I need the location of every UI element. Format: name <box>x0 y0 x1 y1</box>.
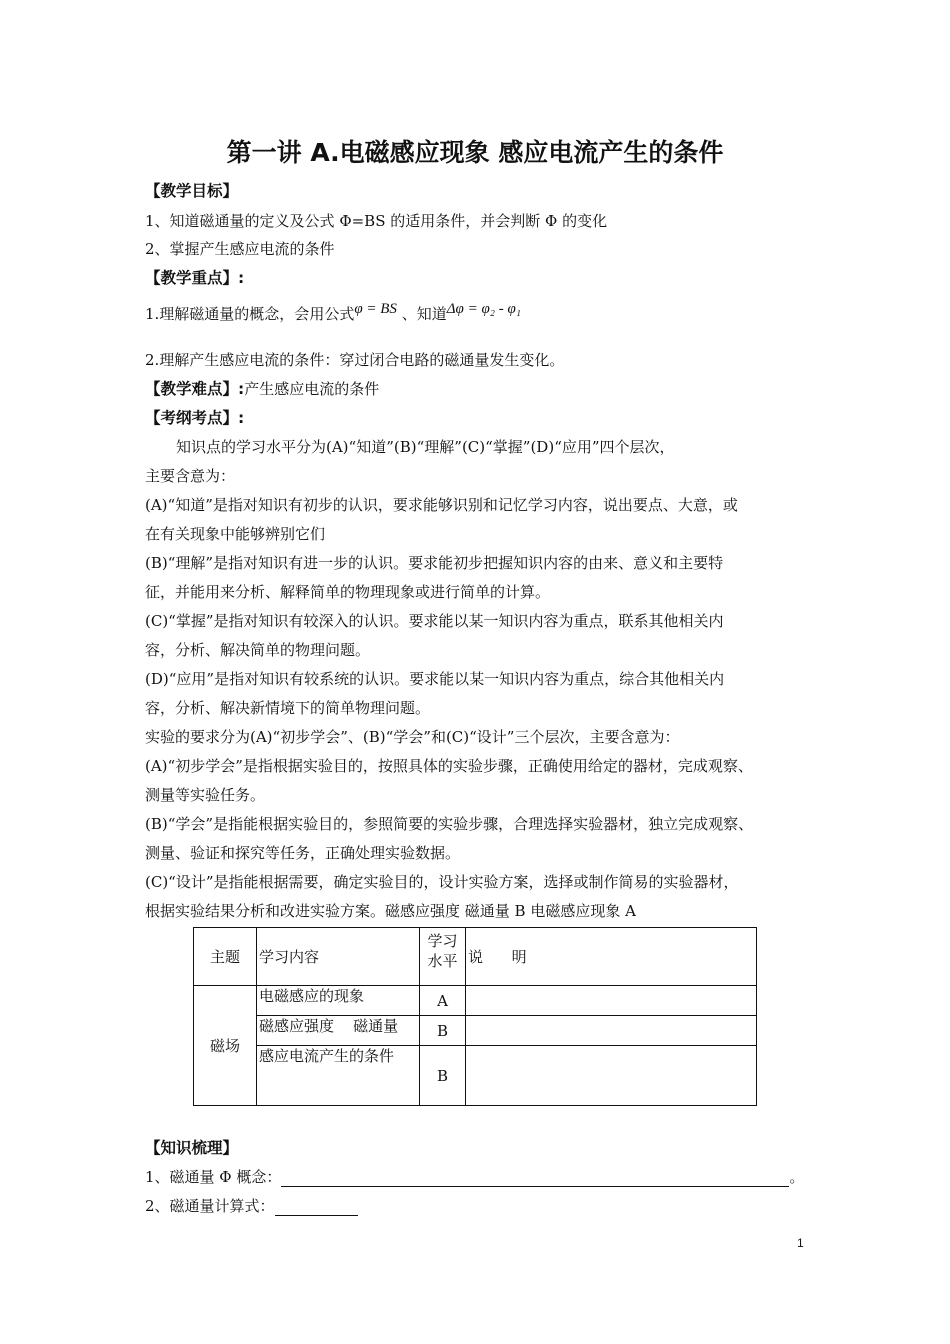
exam-intro-1: 知识点的学习水平分为(A)“知道”(B)“理解”(C)“掌握”(D)“应用”四个层次， <box>176 438 675 456</box>
note-cell <box>466 1016 757 1046</box>
answer-blank-1[interactable] <box>281 1168 789 1187</box>
key-points-item-2: 2.理解产生感应电流的条件：穿过闭合电路的磁通量发生变化。 <box>145 351 565 369</box>
formula-flux: φ = BS <box>354 301 397 317</box>
page-title: 第一讲 A.电磁感应现象 感应电流产生的条件 <box>226 138 724 167</box>
level-cell: B <box>420 1016 466 1046</box>
content-cell: 磁感应强度 磁通量 <box>257 1016 420 1046</box>
difficulty-heading: 【教学难点】: <box>145 380 245 398</box>
table-row <box>194 986 757 1016</box>
content-cell: 感应电流产生的条件 <box>257 1046 420 1106</box>
table-header-row <box>194 928 757 986</box>
level-cell: A <box>420 986 466 1016</box>
knowledge-heading: 【知识梳理】 <box>145 1139 239 1157</box>
key-points-item-1 <box>145 301 521 325</box>
key-points-item-1-mid: 、知道 <box>401 305 447 323</box>
content-cell: 电磁感应的现象 <box>257 986 420 1016</box>
page-number: 1 <box>797 1236 804 1250</box>
exam-exp-a-2: 测量等实验任务。 <box>145 786 266 804</box>
answer-blank-2[interactable] <box>275 1197 358 1216</box>
goals-item-1: 1、知道磁通量的定义及公式 Φ=BS 的适用条件，并会判断 Φ 的变化 <box>145 212 608 230</box>
header-content: 学习内容 <box>257 928 420 986</box>
goals-heading: 【教学目标】 <box>145 182 239 200</box>
exam-heading: 【考纲考点】: <box>145 409 245 427</box>
difficulty-text: 产生感应电流的条件 <box>244 380 380 398</box>
note-cell <box>466 1046 757 1106</box>
table-row <box>194 1046 757 1106</box>
header-note: 说 明 <box>466 928 757 986</box>
exam-c-2: 容，分析、解决简单的物理问题。 <box>145 641 371 659</box>
table-row <box>194 1016 757 1046</box>
exam-a-2: 在有关现象中能够辨别它们 <box>145 525 326 543</box>
header-level: 学习水平 <box>420 928 466 986</box>
knowledge-item-1-label: 1、磁通量 Φ 概念： <box>145 1168 282 1186</box>
exam-exp-b-1: (B)“学会”是指能根据实验目的，参照简要的实验步骤，合理选择实验器材，独立完成观察、 <box>145 815 754 833</box>
knowledge-item-2-label: 2、磁通量计算式： <box>145 1197 275 1215</box>
exam-exp-a-1: (A)“初步学会”是指根据实验目的，按照具体的实验步骤，正确使用给定的器材，完成观察、 <box>145 757 753 775</box>
exam-b-1: (B)“理解”是指对知识有进一步的认识。要求能初步把握知识内容的由来、意义和主要特 <box>145 554 724 572</box>
exam-c-1: (C)“掌握”是指对知识有较深入的认识。要求能以某一知识内容为重点，联系其他相关内 <box>145 612 724 630</box>
standards-table <box>193 927 757 1106</box>
goals-item-2: 2、掌握产生感应电流的条件 <box>145 240 335 258</box>
exam-exp-c-2: 根据实验结果分析和改进实验方案。磁感应强度 磁通量 B 电磁感应现象 A <box>145 902 636 920</box>
exam-intro-2: 主要含意为： <box>145 467 236 485</box>
difficulty-line <box>145 379 379 399</box>
note-cell <box>466 986 757 1016</box>
formula-flux-change: Δφ = φ₂ - φ₁ <box>446 301 521 317</box>
knowledge-item-2 <box>145 1196 358 1216</box>
knowledge-item-1 <box>145 1167 804 1187</box>
topic-cell: 磁场 <box>194 986 257 1106</box>
exam-a-1: (A)“知道”是指对知识有初步的认识，要求能够识别和记忆学习内容，说出要点、大意，或 <box>145 496 738 514</box>
exam-exp-intro: 实验的要求分为(A)“初步学会”、(B)“学会”和(C)“设计”三个层次，主要含意为： <box>145 728 680 746</box>
exam-exp-c-1: (C)“设计”是指能根据需要，确定实验目的，设计实验方案，选择或制作简易的实验器材， <box>145 873 739 891</box>
exam-d-2: 容，分析、解决新情境下的简单物理问题。 <box>145 699 431 717</box>
level-cell: B <box>420 1046 466 1106</box>
header-topic: 主题 <box>194 928 257 986</box>
key-points-item-1-prefix: 1.理解磁通量的概念，会用公式 <box>145 305 355 323</box>
knowledge-item-1-end: 。 <box>789 1168 805 1186</box>
exam-d-1: (D)“应用”是指对知识有较系统的认识。要求能以某一知识内容为重点，综合其他相关内 <box>145 670 725 688</box>
exam-exp-b-2: 测量、验证和探究等任务，正确处理实验数据。 <box>145 844 461 862</box>
exam-b-2: 征，并能用来分析、解释简单的物理现象或进行简单的计算。 <box>145 583 551 601</box>
key-points-heading: 【教学重点】: <box>145 269 245 287</box>
